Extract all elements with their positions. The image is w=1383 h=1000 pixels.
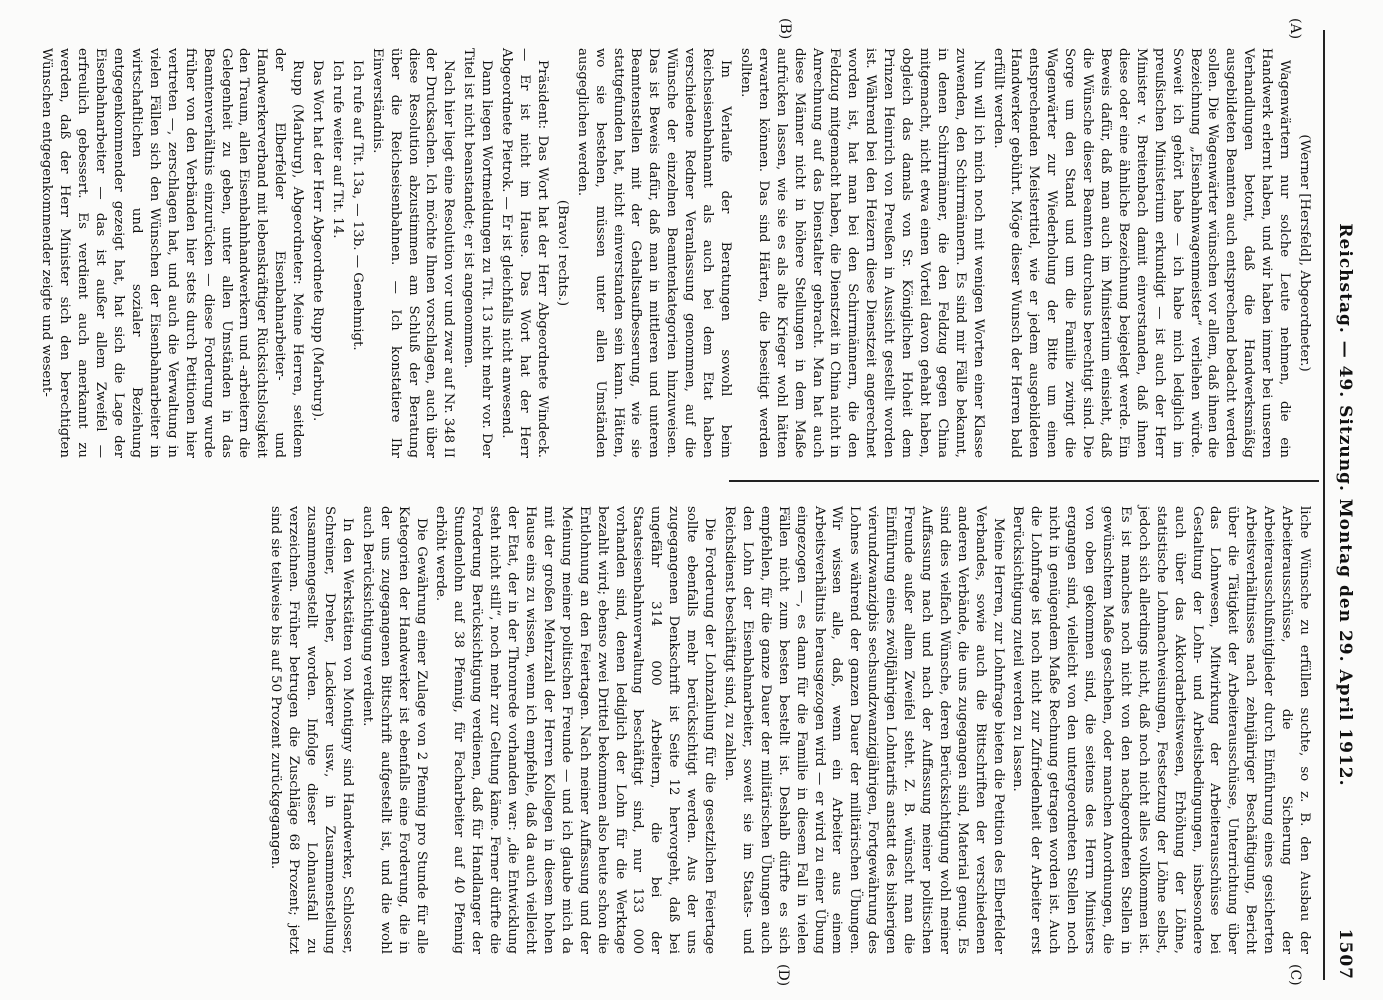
paragraph: Ich rufe auf Tit. 13a, — 13b. — Genehmigt. <box>349 60 365 351</box>
margin-marker-a: (A) <box>1287 18 1303 40</box>
paragraph: Im Verlaufe der Beratungen sowohl beim Reichseisenbahnamt als auch bei dem Etat haben verschiedene Redner Veranlassung genommen, auf die Wünsche der einzelnen Beamtenkategorien hinzuweisen. Das ist Beweis dafür, daß man in mittleren und unteren Beamtenstellen mit der Gehaltsaufbesserung, wie sie stattgefunden hat, nicht einverstanden sein kann. Hätten, wo sie bestehen, müssen unter allen Umständen ausgeglichen werden. <box>574 48 733 458</box>
header-rule <box>1323 30 1325 980</box>
paragraph: In den Werkstätten von Montigny sind Handwerker, Schlosser, Schreiner, Dreher, Lackierer usw., in Zusammenstellung zusammengestellt worden. Infolge dieser Lohnausfall zu verzeichnen. Früher betrugen die Zuschläge 68 Prozent; jetzt sind sie teilweise bis auf 50 Prozent zurückgegangen. <box>268 506 355 954</box>
paragraph: Nach hier liegt eine Resolution vor und zwar auf Nr. 348 II der Drucksachen. Ich möchte Ihnen vorschlagen, auch über diese Resolution abzustimmen am Schluß der Beratung über die Reichseisenbahnen. — Ich konstatiere Ihr Einverständnis. <box>369 48 457 458</box>
paragraph: Wagenwärtern nur solche Leute nehmen, die ein Handwerk erlernt haben, und wir haben immer bei unseren Verhandlungen betont, daß die Handwerksmäßig ausgebildeten Beamten auch entsprechend bedacht werden sollen. Die Wagenwärter wünschen vor allem, daß ihnen die Bezeichnung „Eisenbahnwagenmeister“ verliehen würde. Soweit ich gehört habe — ich habe mich lediglich im preußischen Ministerium erkundigt — ist auch der Herr Minister v. Breitenbach damit einverstanden, daß ihnen diese oder eine ähnliche Bezeichnung beigelegt werde. Ein Beweis dafür, daß man auch im Ministerium einsieht, daß die Wünsche dieser Beamten durchaus berechtigt sind. Die Sorge um den Stand und um die Familie zwingt die Wagenwärter zur Wiederholung der Bitte um einen entsprechenden Meistertitel, wie er jedem ausgebildeten Handwerker gebührt. Möge dieser Wunsch der Herren bald erfüllt werden. <box>990 48 1293 458</box>
header-title: Reichstag. — 49. Sitzung. Montag den 29. April 1912. <box>1335 223 1355 787</box>
paragraph: Ich rufe weiter auf Tit. 14. <box>329 60 345 239</box>
page-number: 1507 <box>1335 928 1355 980</box>
margin-marker-d: (D) <box>775 964 791 987</box>
paragraph: Präsident: Das Wort hat der Herr Abgeordnete Windeck. — Er ist nicht im Hause. Das Wort hat der Herr Abgeordnete Pietrok. — Er ist gleichfalls nicht anwesend. <box>499 48 550 458</box>
margin-marker-b: (B) <box>777 18 793 40</box>
paragraph: Die Forderung der Lohnzahlung für die gesetzlichen Feiertage sollte ebenfalls mehr berücksichtigt werden. Aus der uns zugegangenen Denkschrift ist Seite 12 hervorgeht, daß bei ungefähr 314 000 Arbeitern, die bei der Staatseisenbahnverwaltung beschäftigt sind, nur 133 000 vorhanden sind, denen lediglich der Lohn für die Werktage bezahlt wird; ebenso zwei Drittel bekommen also heute schon die Entlohnung an den Feiertagen. Nach meiner Auffassung und der Meinung meiner politischen Freunde — und ich glaube mich da mit der großen Mehrzahl der Herren Kollegen in diesem hohen Hause eins zu wissen, wenn ich empfehle, daß da auch vielleicht der Etat, der in der Thronrede vorhanden war: „die Entwicklung steht nicht still“, noch mehr zur Geltung käme. Ferner dürfte die Forderung Berücksichtigung verdienen, daß für Handlanger der Stundenlohn auf 38 Pfennig, für Facharbeiter auf 40 Pfennig erhöht werde. <box>433 506 718 954</box>
paragraph: Die Gewährung einer Zulage von 2 Pfennig pro Stunde für alle Kategorien der Handwerker ist ebenfalls eine Forderung, die in der uns zugegangenen Bittschrift aufgestellt ist, und die wohl auch Berücksichtigung verdient. <box>359 506 429 954</box>
paragraph: Meine Herren, zur Lohnfrage bieten die Petition des Elberfelder Verbandes, sowie auch die Bittschriften der verschiedenen anderen Verbände, die uns zugegangen sind, Material genug. Es sind dies vielfach Wünsche, deren Berücksichtigung wohl meiner Auffassung nach und nach der Auffassung meiner politischen Freunde außer allem Zweifel steht. Z. B. wünscht man die Einführung eines zwölfjährigen Lohntarifs anstatt des bisherigen vierundzwanzigbis sechsundzwanzigjährigen, Fortgewährung des Lohnes während der ganzen Dauer der militärischen Übungen. Wir wissen alle, daß, wenn ein Arbeiter aus einem Arbeitsverhältnis herausgezogen wird — er wird zu einer Übung eingezogen —, es dann für die Familie in diesem Fall in vielen Fällen nicht zum besten bestellt ist. Deshalb dürfte es sich empfehlen, für die ganze Dauer der militärischen Übungen auch den Lohn der Eisenbahnarbeiter, soweit sie im Staats- und Reichsdienst beschäftigt sind, zu zahlen. <box>722 506 1006 954</box>
speaker-note: (Werner [Hersfeld], Abgeordneter.) <box>1297 134 1312 372</box>
right-column <box>264 506 1313 954</box>
paragraph: Dann liegen Wortmeldungen zu Tit. 13 nicht mehr vor. Der Titel ist nicht beanstandet; er ist angenommen. <box>461 48 495 458</box>
page-header <box>1325 30 1365 980</box>
left-column <box>36 48 1313 458</box>
paragraph: liche Wünsche zu erfüllen suchte, so z. B. den Ausbau der Arbeiterausschüsse, die Sicherung der Arbeiterausschußmitglieder durch Einführung eines gesicherten Arbeitsverhältnisses nach zehnjähriger Beschäftigung, Bericht über die Tätigkeit der Arbeiterausschüsse, Unterrichtung über das Lohnwesen, Mitwirkung der Arbeiterausschüsse bei Gestaltung der Lohn- und Arbeitsbedingungen, insbesondere auch über das Akkordarbeitswesen, Erhöhung der Löhne, statistische Lohnnachweisungen, Festsetzung der Löhne selbst, jedoch sich allerdings nicht, daß noch nicht alles vollkommen ist. Es ist manches noch nicht von den nachgeordneten Stellen in gewünschtem Maße geschehen, oder manchen Anordnungen, die von oben gekommen sind, die seitens des Herrn Ministers ergangen sind, vielleicht von den untergeordneten Stellen noch nicht in genügendem Maße Rechnung getragen worden ist. Auch die Lohnfrage ist noch nicht zur Zufriedenheit der Arbeiter erst Berücksichtigung zuteil werden zu lassen. <box>1010 506 1312 954</box>
paragraph: Das Wort hat der Herr Abgeordnete Rupp (Marburg). <box>310 60 326 422</box>
applause-note: (Bravo! rechts.) <box>554 199 570 307</box>
paragraph: Nun will ich mich noch mit wenigen Worten einer Klasse zuwenden, den Schirrmännern. Es sind mir Fälle bekannt, in denen Schirrmänner, die den Feldzug gegen China mitgemacht, nicht etwa einen Vorteil davon gehabt haben, obgleich das damals von Sr. Königlichen Hoheit dem Prinzen Heinrich von Preußen in Aussicht gestellt worden ist. Während bei den Heizern diese Dienstzeit angerechnet worden ist, hat man bei den Schirrmännern, die den Feldzug mitgemacht haben, die Dienstzeit in China nicht in Anrechnung auf das Dienstalter gebracht. Man hat auch diese Männer nicht in höhere Stellungen in dem Maße aufrücken lassen, wie sie es als alte Krieger wohl hätten erwarten können. Das sind Härten, die beseitigt werden sollten. <box>737 48 986 458</box>
column-divider <box>729 480 1319 482</box>
paragraph: Rupp (Marburg), Abgeordneter: Meine Herren, seitdem der Elberfelder Eisenbahnarbeiter- und Handwerkerverband mit lebenskräftiger Rücksichtslosigkeit den Traum, allen Eisenbahnhandwerkern und -arbeitern die Gelegenheit zu geben, unter allen Umständen in das Beamtenverhältnis einzurücken — diese Forderung wurde früher von den Verbänden hier stets durch Petitionen hier vertreten —, zerschlagen hat, und auch die Verwaltung in vielen Fällen sich den Wünschen der Eisenbahnarbeiter in wirtschaftlichen und sozialer Beziehung entgegenkommender gezeigt hat, hat sich die Lage der Eisenbahnarbeiter — das ist außer allem Zweifel — erfreulich gebessert. Es verdient auch anerkannt zu werden, daß der Herr Minister sich den berechtigten Wünschen entgegenkommender zeigte und wesent- <box>39 48 306 458</box>
margin-marker-c: (C) <box>1287 964 1303 986</box>
